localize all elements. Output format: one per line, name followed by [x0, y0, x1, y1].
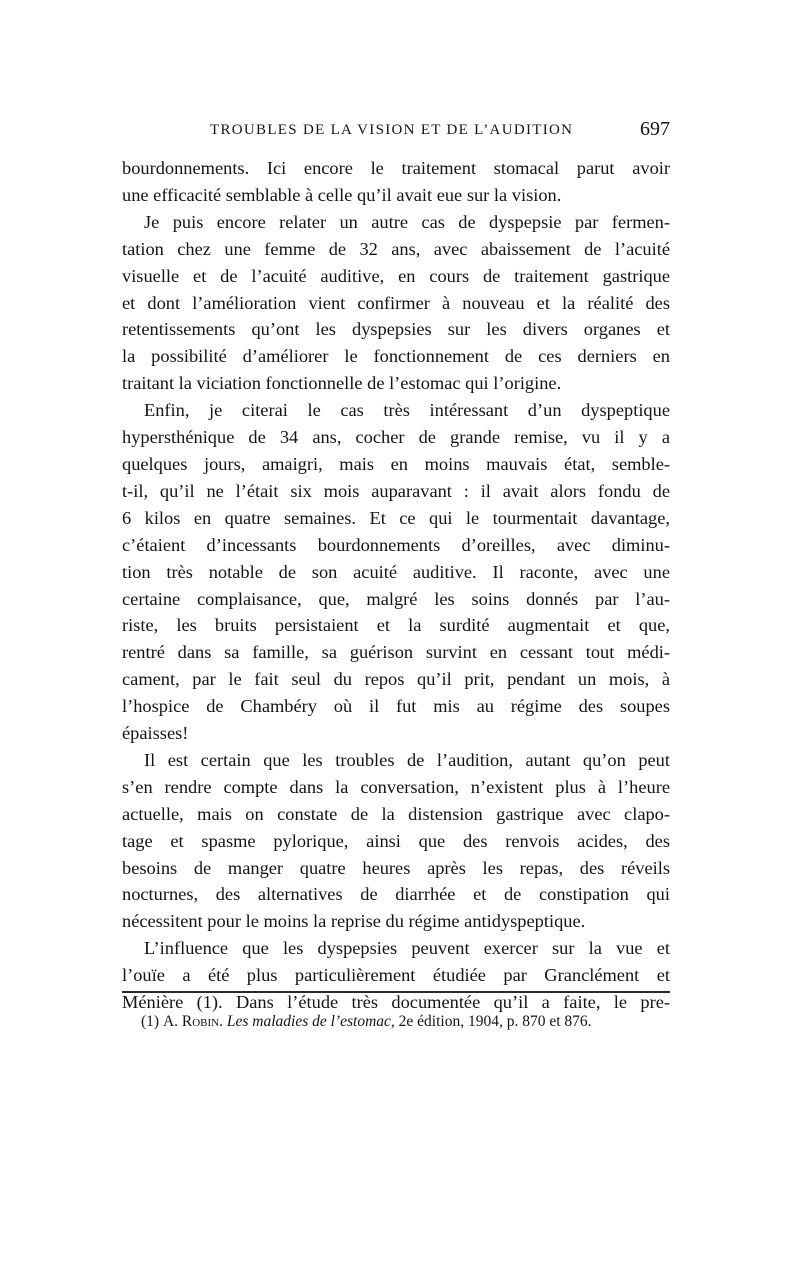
text-line: actuelle, mais on constate de la distension gastrique avec clapo- [122, 803, 670, 824]
text-line: 6 kilos en quatre semaines. Et ce qui le tourmentait davantage, [122, 507, 670, 528]
text-line: tage et spasme pylorique, ainsi que des renvois acides, des [122, 830, 670, 851]
text-line: besoins de manger quatre heures après les repas, des réveils [122, 857, 670, 878]
footnote-book-title: Les maladies de l’estomac, [226, 1013, 395, 1030]
text-line: l’ouïe a été plus particulièrement étudiée par Granclément et [122, 965, 670, 986]
text-line: Je puis encore relater un autre cas de dyspepsie par fermen- [144, 211, 670, 232]
footnote-rule [122, 991, 670, 993]
text-line: visuelle et de l’acuité auditive, en cours de traitement gastrique [122, 265, 670, 286]
text-line: et dont l’amélioration vient confirmer à nouveau et la réalité des [122, 292, 670, 313]
text-line: traitant la viciation fonctionnelle de l’estomac qui l’origine. [122, 373, 562, 394]
text-line: certaine complaisance, que, malgré les soins donnés par l’au- [122, 588, 670, 609]
running-title: TROUBLES DE LA VISION ET DE L’AUDITION [210, 122, 574, 138]
text-line: Ménière (1). Dans l’étude très documentée qu’il a faite, le pre- [122, 992, 670, 1013]
text-line: s’en rendre compte dans la conversation, n’existent plus à l’heure [122, 776, 670, 797]
text-line: nocturnes, des alternatives de diarrhée et de constipation qui [122, 884, 670, 905]
text-line: l’hospice de Chambéry où il fut mis au régime des soupes [122, 696, 670, 717]
text-line: riste, les bruits persistaient et la surdité augmentait et que, [122, 615, 670, 636]
text-line: tation chez une femme de 32 ans, avec abaissement de l’acuité [122, 238, 670, 259]
text-line: la possibilité d’améliorer le fonctionnement de ces derniers en [122, 346, 670, 367]
text-line: une efficacité semblable à celle qu’il avait eue sur la vision. [122, 184, 562, 205]
text-line: quelques jours, amaigri, mais en moins mauvais état, semble- [122, 453, 670, 474]
page-header [122, 118, 670, 148]
text-line: retentissements qu’ont les dyspepsies sur les divers organes et [122, 319, 670, 340]
body-text [122, 155, 670, 1016]
footnote-marker: (1) [141, 1013, 160, 1030]
text-line: cament, par le fait seul du repos qu’il prit, pendant un mois, à [122, 669, 670, 690]
footnote-author: A. Robin. [162, 1013, 223, 1030]
text-line: Il est certain que les troubles de l’audition, autant qu’on peut [144, 749, 670, 770]
page-number: 697 [640, 118, 670, 140]
text-line: épaisses! [122, 723, 189, 744]
text-line: bourdonnements. Ici encore le traitement stomacal parut avoir [122, 158, 670, 178]
footnote [141, 1013, 681, 1031]
footnote-details: 2e édition, 1904, p. 870 et 876. [398, 1013, 592, 1030]
text-line: nécessitent pour le moins la reprise du régime antidyspeptique. [122, 911, 586, 932]
text-line: L’influence que les dyspepsies peuvent exercer sur la vue et [144, 938, 670, 959]
text-line: t-il, qu’il ne l’était six mois auparavant : il avait alors fondu de [122, 480, 670, 501]
text-line: c’étaient d’incessants bourdonnements d’oreilles, avec diminu- [122, 534, 670, 555]
text-line: Enfin, je citerai le cas très intéressant d’un dyspeptique [144, 400, 670, 421]
text-line: rentré dans sa famille, sa guérison survint en cessant tout médi- [122, 642, 670, 663]
text-line: hypersthénique de 34 ans, cocher de grande remise, vu il y a [122, 427, 670, 448]
text-line: tion très notable de son acuité auditive. Il raconte, avec une [122, 561, 670, 582]
